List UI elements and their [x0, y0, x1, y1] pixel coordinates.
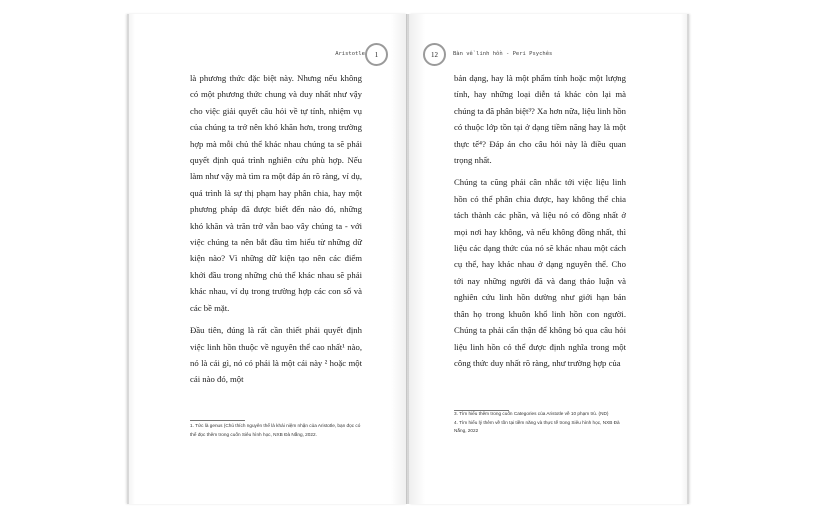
paragraph: là phương thức đặc biệt này. Nhưng nếu không có một phương thức chung và duy nhất như vậy cho việc giải quyết câu hỏi về tự tính, nhiệm vụ của chúng ta trở nên khó khăn hơn, trong trường hợp mà mỗi chủ thể khác nhau chúng ta sẽ phải quyết định quá trình nghiên cứu phù hợp. Nếu làm như vậy mà tìm ra một đáp án rõ ràng, ví dụ, quá trình là sự thị phạm hay phân chia, hay một phương pháp đã được biết đến nào đó, những khó khăn và trăn trở vẫn bao vây chúng ta - với việc chúng ta nên bắt đầu tìm hiểu từ những dữ kiện nào? Vì những dữ kiện tạo nên các điểm khởi đầu trong những chủ thể khác nhau sẽ phải khác nhau, ví dụ trong trường hợp các con số và các bề mặt. [190, 73, 362, 313]
paragraph: Chúng ta cũng phải cân nhắc tới việc liệu linh hồn có thể phân chia được, hay không thể chia tách thành các phần, và liệu nó có đồng nhất ở mọi nơi hay không, và nếu không đồng nhất, thì liệu các dạng thức của nó sẽ khác nhau một cách cụ thể, hay khác nhau ở dạng nguyên thể. Cho tới nay những người đã và đang thảo luận và nghiên cứu linh hồn dường như giới hạn bản thân họ trong khuôn khổ linh hồn con người. Chúng ta phải cẩn thận để không bỏ qua câu hỏi liệu linh hồn có thể được định nghĩa trong một công thức duy nhất rõ ràng, như trường hợp của [454, 177, 626, 368]
body-text [454, 70, 626, 371]
footnote: 4. Tìm hiểu lý thêm về tồn tại tiềm năng và thực tế trong Siêu hình học, NXB Đà Nẵng, 2022 [454, 419, 620, 434]
body-text [190, 70, 362, 388]
page-number: 12 [423, 43, 446, 66]
footnotes [454, 410, 630, 436]
page-number: 1 [365, 43, 388, 66]
footnote-divider [190, 420, 245, 421]
open-book [127, 14, 689, 504]
footnote: 3. Tìm hiểu thêm trong cuốn Categories của Aristotle về 10 phạm trù. (ND) [454, 411, 609, 416]
left-page [127, 14, 407, 504]
footnote: 1. Tức là genus (Chú thích nguyên thể là khái niệm nhận của Aristotle, bạn đọc có thể đọc thêm trong cuốn Siêu hình học, NXB Đà Nẵng, 2022. [190, 423, 361, 437]
footnotes [190, 422, 366, 439]
paragraph: Đầu tiên, đúng là rất cần thiết phải quyết định việc linh hồn thuộc về nguyên thể cao nhất¹ nào, nó là cái gì, nó có phải là một cái này ² hoặc một cái nào đó, một [190, 325, 362, 385]
paragraph: bản dạng, hay là một phẩm tính hoặc một lượng tính, hay những loại diễn tả khác còn lại mà chúng ta đã phân biệt³? Xa hơn nữa, liệu linh hồn có thuộc lớp tồn tại ở dạng tiềm năng hay là một thực tế⁴? Đáp án cho câu hỏi này là điều quan trọng nhất. [454, 73, 626, 166]
running-head: Bàn về linh hồn - Peri Psychês [453, 51, 553, 57]
right-page [409, 14, 689, 504]
running-head: Aristotle [335, 51, 365, 57]
